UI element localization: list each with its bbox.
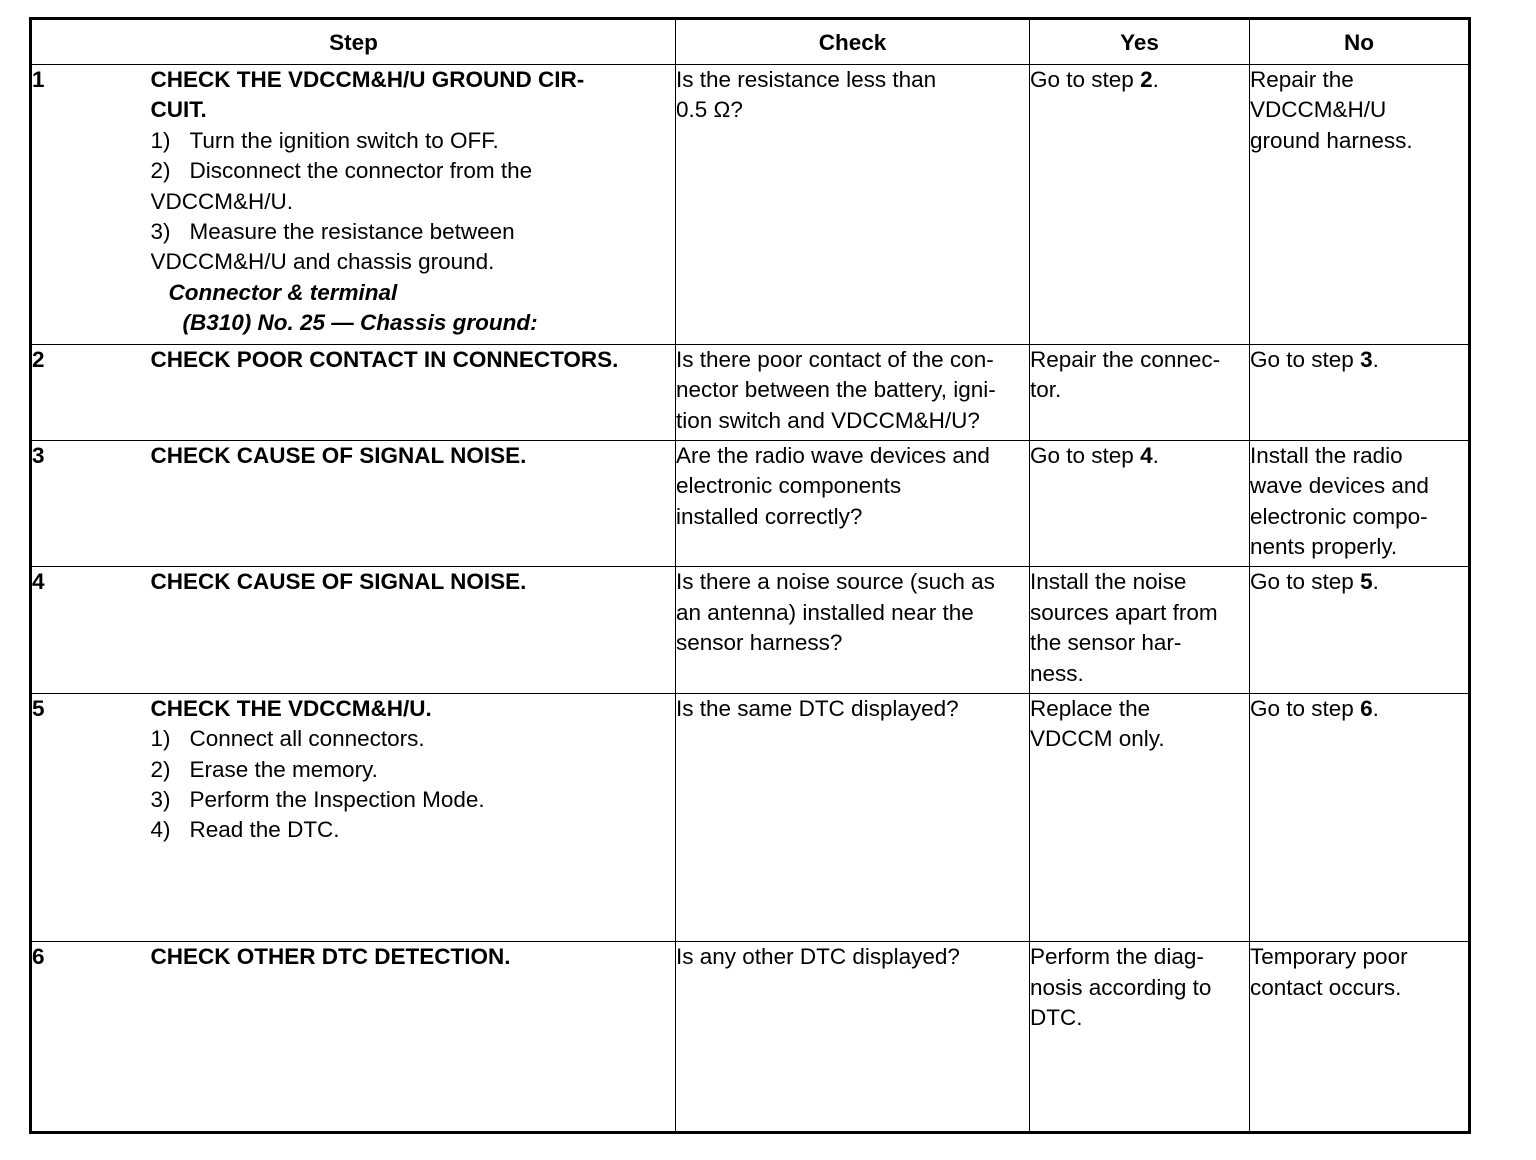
step-number: 4 [31, 567, 151, 693]
connector-terminal-label: Connector & terminal [168, 279, 398, 305]
no-goto-step-number: 5 [1360, 569, 1373, 595]
sub-step-number: 3) [150, 219, 171, 245]
yes-cell [1030, 942, 1250, 1133]
check-cell [676, 344, 1030, 440]
sub-step-number: 4) [150, 817, 171, 843]
no-goto-step-number: 6 [1360, 695, 1373, 721]
no-goto-label: Go to step [1250, 346, 1361, 372]
check-cell [676, 441, 1030, 567]
step-cell [151, 344, 676, 440]
no-text-line: electronic compo- [1250, 503, 1428, 529]
check-cell [676, 567, 1030, 693]
yes-text-line: the sensor har- [1030, 630, 1182, 656]
check-text-line: sensor harness? [676, 630, 843, 656]
no-text-line: Install the radio [1250, 443, 1403, 469]
step-cell [151, 942, 676, 1133]
check-text-line: Is there poor contact of the con- [676, 346, 994, 372]
no-cell [1250, 441, 1470, 567]
sub-step-line [151, 785, 676, 815]
step-cell [151, 693, 676, 942]
no-goto-text [1250, 345, 1468, 375]
check-text-line: electronic components [676, 473, 902, 499]
no-goto-label: Go to step [1250, 695, 1361, 721]
yes-text-line: Replace the [1030, 695, 1151, 721]
yes-text-line: sources apart from [1030, 599, 1218, 625]
sub-step-line [151, 724, 676, 754]
sub-step-line [151, 126, 676, 156]
yes-text-line: ness. [1030, 660, 1084, 686]
header-no: No [1250, 19, 1470, 65]
table-body [31, 65, 1470, 1133]
no-goto-text [1250, 694, 1468, 724]
sub-step-line [151, 217, 676, 247]
no-goto-label: Go to step [1250, 569, 1361, 595]
sub-step-number: 2) [150, 756, 171, 782]
header-check: Check [676, 19, 1030, 65]
step-cell [151, 567, 676, 693]
yes-goto-period: . [1152, 67, 1159, 92]
table-row [31, 942, 1470, 1133]
no-goto-period: . [1372, 346, 1379, 372]
yes-text-line: DTC. [1030, 1005, 1083, 1031]
table-row [31, 441, 1470, 567]
sub-step-number: 2) [150, 158, 171, 184]
check-text-line: Is the resistance less than [676, 67, 937, 92]
diagnostic-procedure-table [29, 17, 1471, 1134]
step-cell [151, 65, 676, 345]
table-header [31, 19, 1470, 65]
table-row [31, 567, 1470, 693]
yes-text-line: VDCCM only. [1030, 726, 1165, 752]
yes-cell [1030, 441, 1250, 567]
step-title: CHECK CAUSE OF SIGNAL NOISE. [150, 443, 527, 469]
step-number: 2 [31, 344, 151, 440]
sub-step-line [151, 247, 676, 277]
table-row [31, 693, 1470, 942]
header-row [31, 19, 1470, 65]
step-title: CHECK POOR CONTACT IN CONNECTORS. [150, 346, 619, 372]
no-text-line: Repair the [1250, 67, 1354, 92]
no-text-line: contact occurs. [1250, 974, 1402, 1000]
step-number: 5 [31, 693, 151, 942]
no-text-line: ground harness. [1250, 127, 1413, 153]
no-text-line: Temporary poor [1250, 944, 1408, 970]
step-number: 3 [31, 441, 151, 567]
sub-step-text: Read the DTC. [189, 817, 340, 843]
yes-text-line: tor. [1030, 377, 1062, 403]
header-step: Step [31, 19, 676, 65]
yes-cell [1030, 65, 1250, 345]
no-cell [1250, 65, 1470, 345]
step-title: CUIT. [150, 97, 207, 123]
sub-step-line [151, 187, 676, 217]
sub-step-number: 1) [150, 726, 171, 752]
yes-text-line: Repair the connec- [1030, 346, 1221, 372]
yes-goto-step-number: 4 [1140, 443, 1153, 469]
sub-step-text: Measure the resistance between [189, 219, 515, 245]
check-text-line: installed correctly? [676, 503, 863, 529]
sub-step-line [151, 156, 676, 186]
step-number: 6 [31, 942, 151, 1133]
check-cell [676, 942, 1030, 1133]
yes-goto-period: . [1152, 443, 1159, 469]
yes-cell [1030, 567, 1250, 693]
yes-goto-text [1030, 65, 1249, 95]
no-goto-step-number: 3 [1360, 346, 1373, 372]
header-yes: Yes [1030, 19, 1250, 65]
check-text-line: an antenna) installed near the [676, 599, 974, 625]
check-text-line: Is any other DTC displayed? [676, 944, 960, 970]
no-cell [1250, 942, 1470, 1133]
sub-step-text: VDCCM&H/U and chassis ground. [150, 249, 495, 275]
yes-cell [1030, 344, 1250, 440]
yes-text-line: Install the noise [1030, 569, 1187, 595]
no-text-line: nents properly. [1250, 534, 1398, 560]
sub-step-text: Perform the Inspection Mode. [189, 786, 485, 812]
no-goto-period: . [1372, 695, 1379, 721]
yes-goto-label: Go to step [1030, 443, 1141, 469]
sub-step-text: Turn the ignition switch to OFF. [189, 127, 499, 153]
connector-terminal-value: (B310) No. 25 — Chassis ground: [182, 310, 538, 336]
yes-goto-text [1030, 441, 1249, 471]
check-text-line: 0.5 Ω? [676, 97, 743, 123]
no-cell [1250, 344, 1470, 440]
sub-step-line [151, 755, 676, 785]
sub-step-number: 1) [150, 127, 171, 153]
sub-step-text: Connect all connectors. [189, 726, 425, 752]
sub-step-text: VDCCM&H/U. [150, 188, 294, 214]
no-goto-period: . [1372, 569, 1379, 595]
check-text-line: Are the radio wave devices and [676, 443, 990, 469]
yes-text-line: Perform the diag- [1030, 944, 1204, 970]
yes-goto-label: Go to step [1030, 67, 1141, 92]
table-row [31, 344, 1470, 440]
step-cell [151, 441, 676, 567]
no-cell [1250, 567, 1470, 693]
yes-text-line: nosis according to [1030, 974, 1212, 1000]
yes-goto-step-number: 2 [1140, 67, 1153, 92]
check-cell [676, 693, 1030, 942]
no-goto-text [1250, 567, 1468, 597]
check-text-line: Is there a noise source (such as [676, 569, 995, 595]
sub-step-number: 3) [150, 786, 171, 812]
check-cell [676, 65, 1030, 345]
check-text-line: nector between the battery, igni- [676, 377, 996, 403]
check-text-line: tion switch and VDCCM&H/U? [676, 407, 980, 433]
table-row [31, 65, 1470, 345]
step-title: CHECK THE VDCCM&H/U. [150, 695, 432, 721]
sub-step-text: Disconnect the connector from the [189, 158, 533, 184]
no-text-line: wave devices and [1250, 473, 1429, 499]
step-title: CHECK OTHER DTC DETECTION. [150, 944, 511, 970]
step-title: CHECK THE VDCCM&H/U GROUND CIR- [150, 67, 585, 92]
no-text-line: VDCCM&H/U [1250, 97, 1387, 123]
step-number: 1 [31, 65, 151, 345]
sub-step-line [151, 815, 676, 845]
yes-cell [1030, 693, 1250, 942]
step-title: CHECK CAUSE OF SIGNAL NOISE. [150, 569, 527, 595]
check-text-line: Is the same DTC displayed? [676, 695, 959, 721]
no-cell [1250, 693, 1470, 942]
sub-step-text: Erase the memory. [189, 756, 378, 782]
